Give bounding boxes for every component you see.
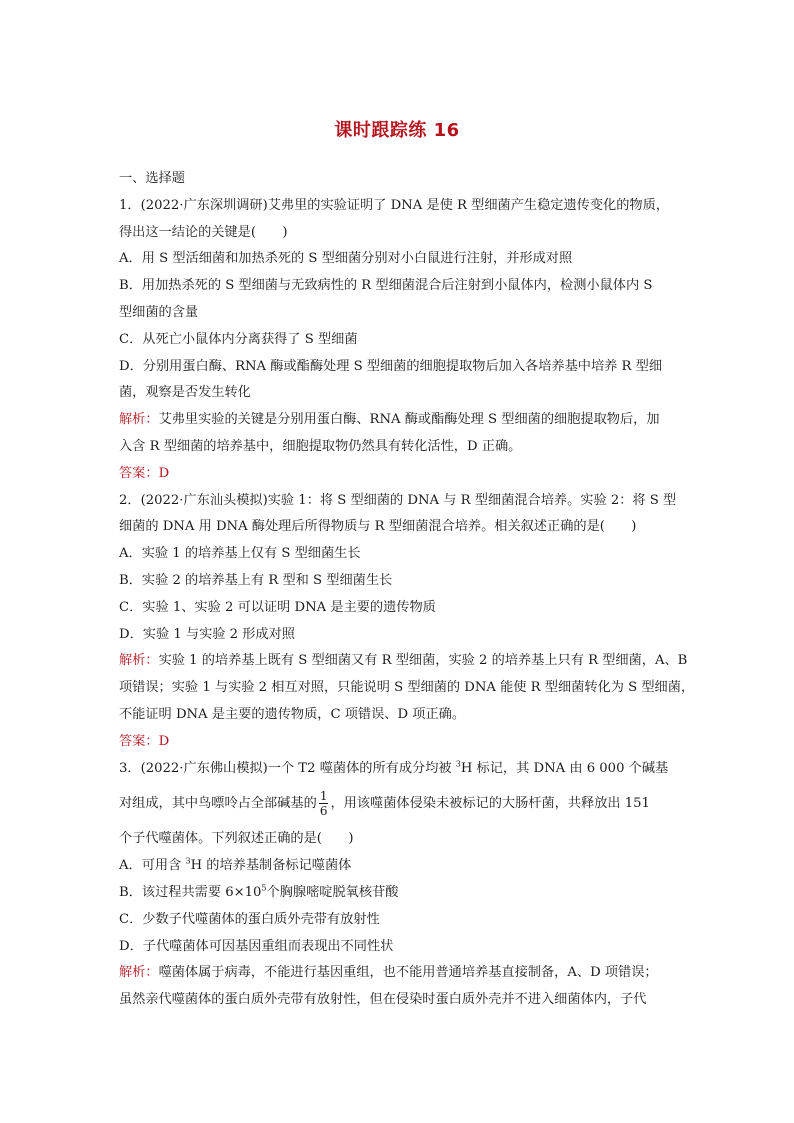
q2-stem-line-1: 2．(2022·广东汕头模拟)实验 1：将 S 型细菌的 DNA 与 R 型细菌混合培养。实验 2：将 S 型 bbox=[119, 492, 677, 508]
page-title: 课时跟踪练 16 bbox=[334, 120, 460, 141]
q3-analysis-line-1 bbox=[119, 960, 679, 987]
q1-option-a: A．用 S 型活细菌和加热杀死的 S 型细菌分别对小白鼠进行注射，并形成对照 bbox=[119, 251, 573, 267]
q1-option-d-line-1: D．分别用蛋白酶、RNA 酶或酯酶处理 S 型细菌的细胞提取物后加入各培养基中培养 R 型细 bbox=[119, 358, 663, 374]
q3-option-d: D．子代噬菌体可因基因重组而表现出不同性状 bbox=[119, 938, 394, 954]
fraction bbox=[319, 789, 329, 818]
option-text: H 的培养基制备标记噬菌体 bbox=[190, 858, 352, 874]
q3-option-a bbox=[119, 853, 679, 880]
analysis-label: 解析： bbox=[119, 965, 159, 981]
q3-stem-text: 3．(2022·广东佛山模拟)一个 T2 噬菌体的所有成分均被 bbox=[119, 760, 456, 776]
q1-stem-line-2: 得出这一结论的关键是( ) bbox=[119, 224, 288, 240]
q3-stem-line-1 bbox=[119, 756, 679, 783]
q2-option-d: D．实验 1 与实验 2 形成对照 bbox=[119, 626, 295, 642]
q3-stem-text: ，用该噬菌体侵染未被标记的大肠杆菌，共释放出 151 bbox=[330, 796, 650, 812]
exercise-content bbox=[119, 166, 695, 1014]
q3-analysis-line-2: 虽然亲代噬菌体的蛋白质外壳带有放射性，但在侵染时蛋白质外壳并不进入细菌体内，子代 bbox=[119, 992, 647, 1008]
isotope-superscript: 3 bbox=[455, 759, 461, 769]
q2-answer bbox=[119, 729, 679, 756]
q3-stem-text: 对组成，其中鸟嘌呤占全部碱基的 bbox=[119, 796, 317, 812]
q1-stem-line-1: 1．(2022·广东深圳调研)艾弗里的实验证明了 DNA 是使 R 型细菌产生稳定遗传变化的物质， bbox=[119, 197, 669, 213]
q1-option-b-line-1: B．用加热杀死的 S 型细菌与无致病性的 R 型细菌混合后注射到小鼠体内，检测小鼠体内 S bbox=[119, 278, 653, 294]
fraction-denominator: 6 bbox=[319, 804, 328, 819]
q2-option-c: C．实验 1、实验 2 可以证明 DNA 是主要的遗传物质 bbox=[119, 599, 436, 615]
q2-option-b: B．实验 2 的培养基上有 R 型和 S 型细菌生长 bbox=[119, 572, 393, 588]
q1-option-c: C．从死亡小鼠体内分离获得了 S 型细菌 bbox=[119, 331, 358, 347]
q2-analysis-line-1 bbox=[119, 648, 688, 675]
q3-option-b bbox=[119, 880, 679, 907]
q3-stem-line-3: 个子代噬菌体。下列叙述正确的是( ) bbox=[119, 831, 354, 847]
exponent-superscript: 5 bbox=[261, 883, 267, 893]
q3-stem-text: H 标记，其 DNA 由 6 000 个碱基 bbox=[460, 760, 669, 776]
analysis-label: 解析： bbox=[119, 653, 159, 669]
option-text: A．可用含 bbox=[119, 858, 186, 874]
option-text: 个胸腺嘧啶脱氧核苷酸 bbox=[266, 884, 399, 900]
section-heading: 一、选择题 bbox=[119, 171, 185, 186]
q1-analysis-line-1 bbox=[119, 407, 679, 434]
answer-label: 答案： bbox=[119, 465, 159, 481]
option-text: B．该过程共需要 6×10 bbox=[119, 884, 262, 900]
q3-option-c: C．少数子代噬菌体的蛋白质外壳带有放射性 bbox=[119, 911, 380, 927]
q2-analysis-line-3: 不能证明 DNA 是主要的遗传物质，C 项错误、D 项正确。 bbox=[119, 706, 466, 722]
q3-stem-line-2 bbox=[119, 782, 679, 826]
q1-answer bbox=[119, 461, 679, 488]
q2-option-a: A．实验 1 的培养基上仅有 S 型细菌生长 bbox=[119, 546, 361, 562]
analysis-text: 噬菌体属于病毒，不能进行基因重组，也不能用普通培养基直接制备，A、D 项错误； bbox=[158, 965, 658, 981]
isotope-superscript: 3 bbox=[185, 856, 191, 866]
q1-option-d-line-2: 菌，观察是否发生转化 bbox=[119, 385, 251, 401]
q2-analysis-line-2: 项错误；实验 1 与实验 2 相互对照，只能说明 S 型细菌的 DNA 能使 R 型细菌转化为 S 型细菌， bbox=[119, 680, 695, 696]
fraction-numerator: 1 bbox=[319, 789, 328, 804]
answer-value: D bbox=[158, 733, 170, 749]
q1-analysis-line-2: 入含 R 型细菌的培养基中，细胞提取物仍然具有转化活性，D 正确。 bbox=[119, 438, 522, 454]
analysis-label: 解析： bbox=[119, 412, 159, 428]
q1-option-b-line-2: 型细菌的含量 bbox=[119, 304, 199, 320]
analysis-text: 实验 1 的培养基上既有 S 型细菌又有 R 型细菌，实验 2 的培养基上只有 R 型细菌，A、B bbox=[158, 653, 688, 669]
q2-stem-line-2: 细菌的 DNA 用 DNA 酶处理后所得物质与 R 型细菌混合培养。相关叙述正确的是( ) bbox=[119, 519, 637, 535]
answer-value: D bbox=[158, 465, 170, 481]
analysis-text: 艾弗里实验的关键是分别用蛋白酶、RNA 酶或酯酶处理 S 型细菌的细胞提取物后，加 bbox=[158, 412, 660, 428]
answer-label: 答案： bbox=[119, 733, 159, 749]
